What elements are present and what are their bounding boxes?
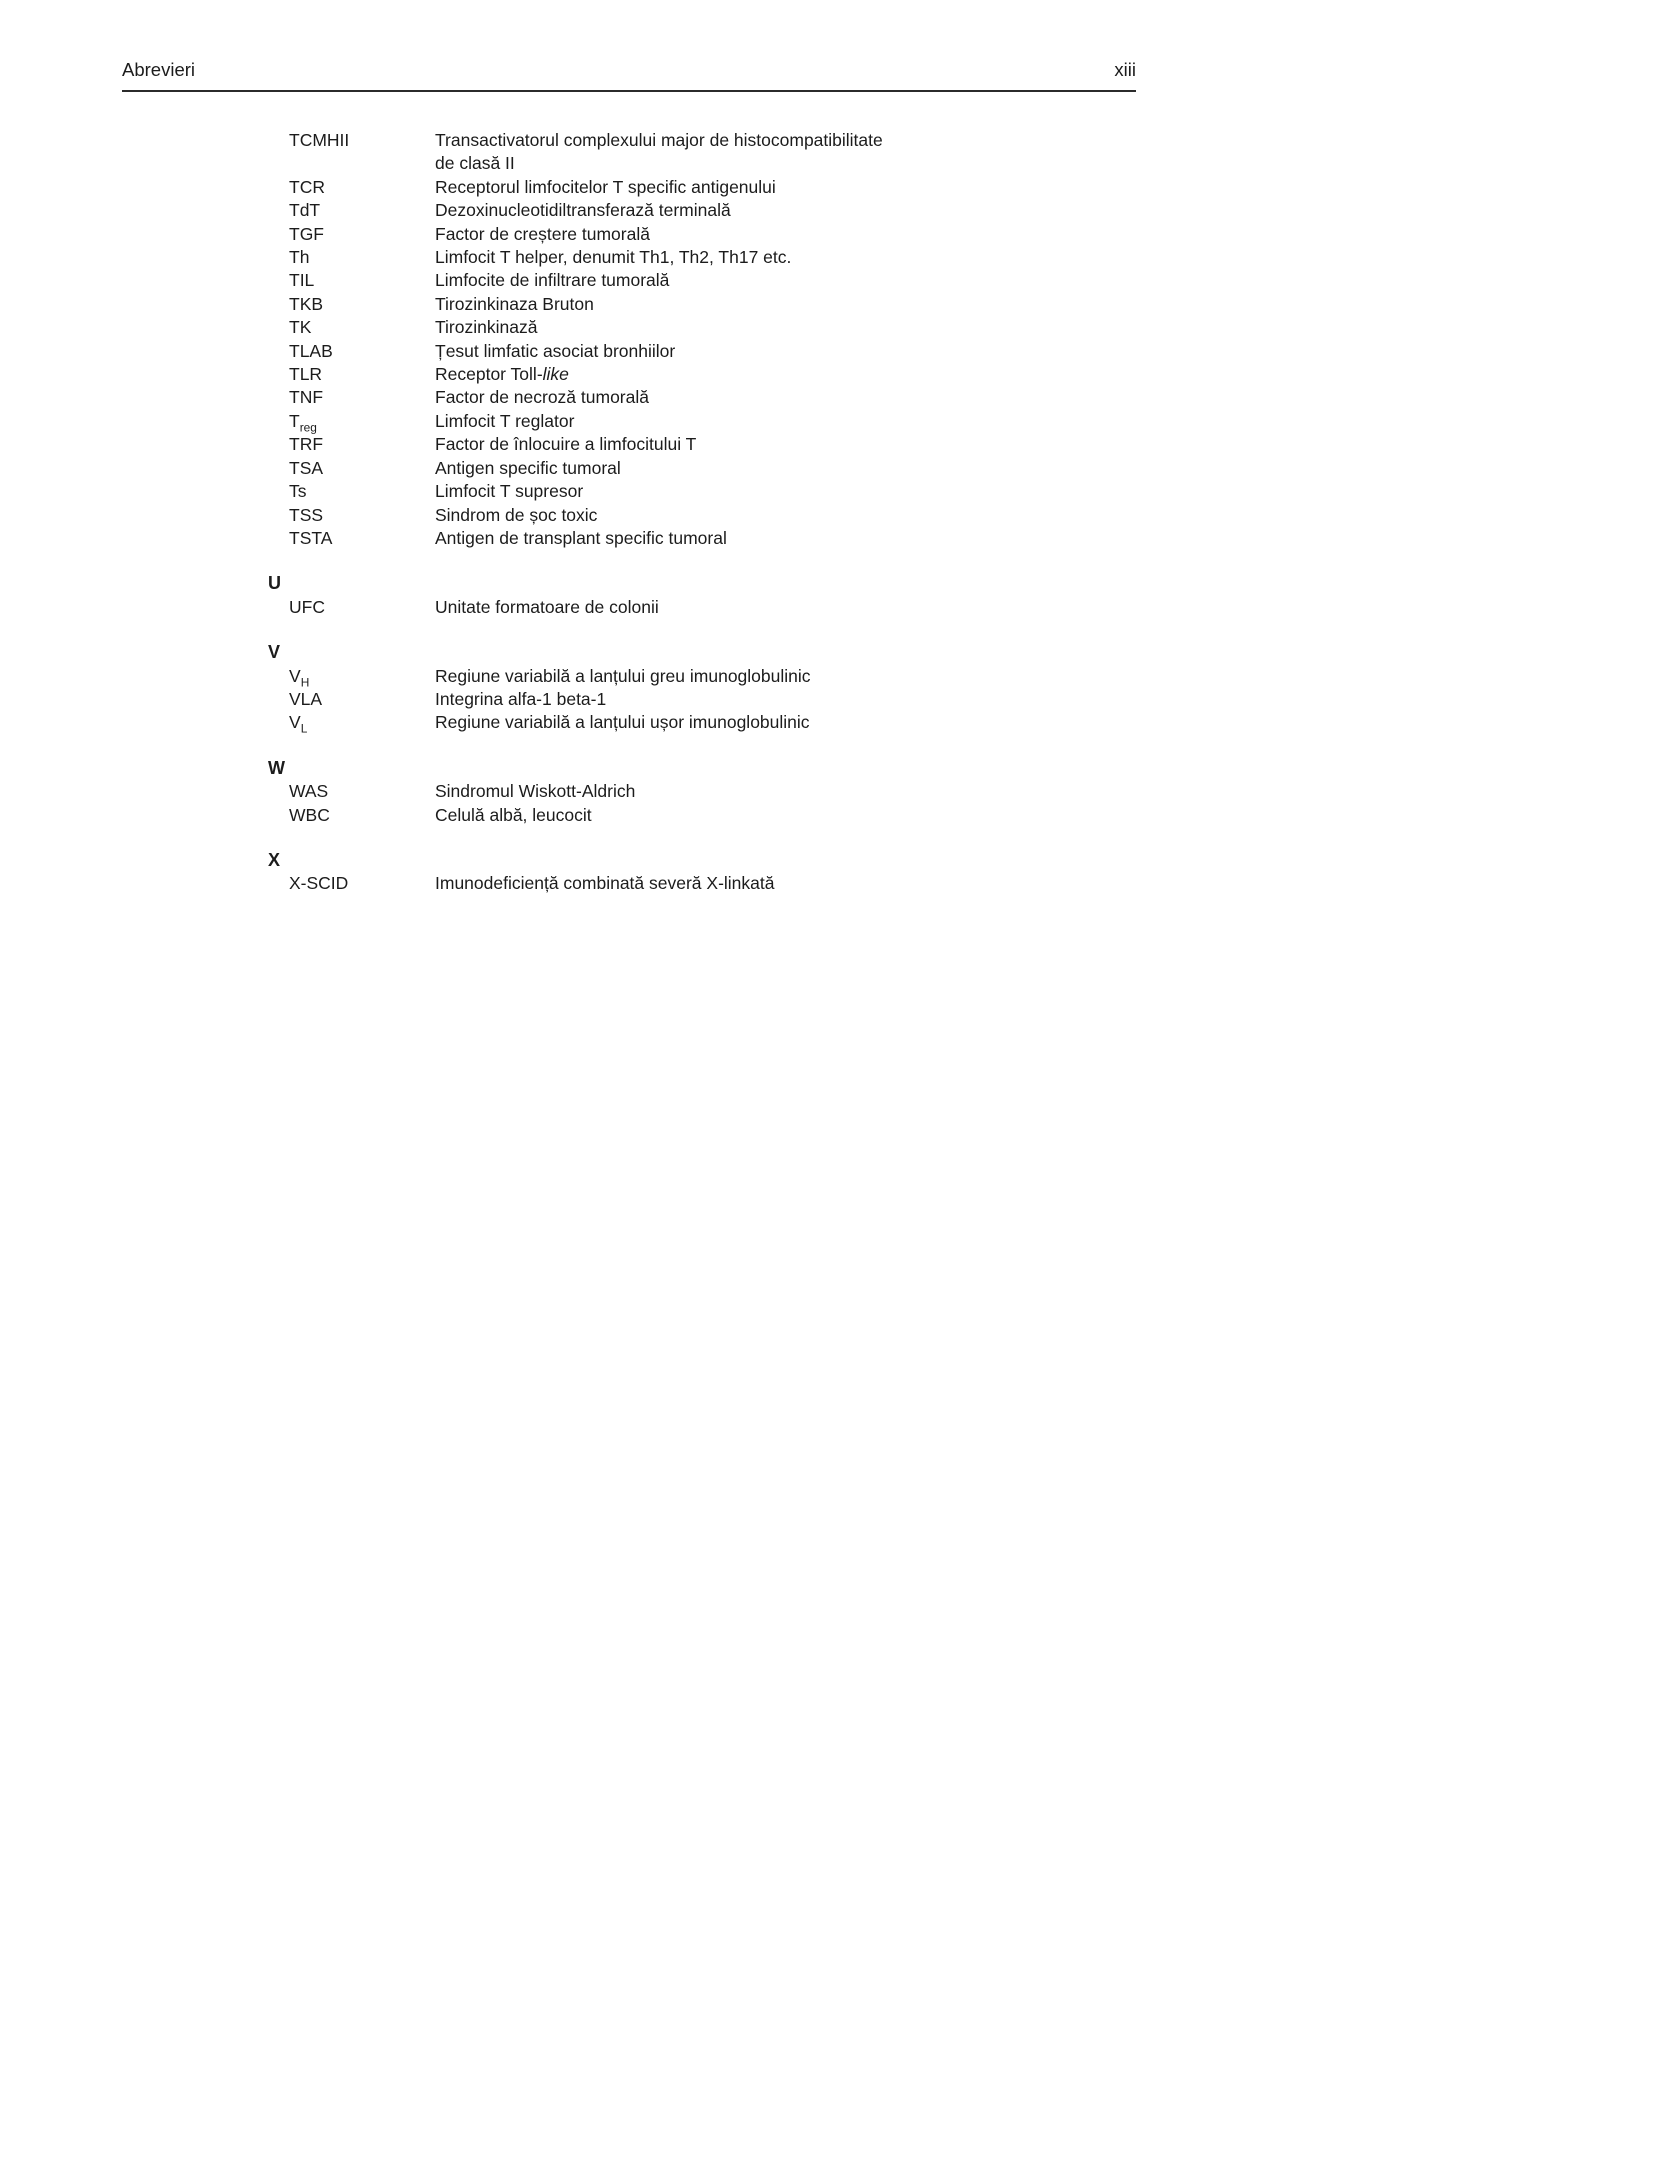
- abbreviation-definition: Integrina alfa-1 beta-1: [435, 688, 607, 709]
- abbreviation-definition: Factor de înlocuire a limfocitului T: [435, 434, 697, 455]
- abbreviation-definition: Receptorul limfocitelor T specific antigenului: [435, 176, 776, 197]
- abbreviation-term: X-SCID: [289, 873, 349, 894]
- group-letter: U: [268, 573, 281, 594]
- abbreviation-entry: [289, 340, 1136, 363]
- abbreviation-definition: Transactivatorul complexului major de histocompatibilitate de clasă II: [435, 130, 883, 174]
- abbreviation-term: TKB: [289, 293, 324, 314]
- abbreviation-entry: [289, 293, 1136, 316]
- abbreviation-definition: Factor de creștere tumorală: [435, 223, 650, 244]
- abbreviation-definition: Antigen de transplant specific tumoral: [435, 527, 727, 548]
- abbreviation-term: TdT: [289, 200, 321, 221]
- abbreviation-definition: Unitate formatoare de colonii: [435, 596, 659, 617]
- abbreviation-term: WBC: [289, 804, 330, 825]
- abbreviation-term: TSA: [289, 457, 324, 478]
- abbreviation-definition: Limfocit T supresor: [435, 481, 584, 502]
- abbreviation-definition: Antigen specific tumoral: [435, 457, 621, 478]
- abbreviation-definition: Sindromul Wiskott-Aldrich: [435, 781, 636, 802]
- abbreviation-entry: [289, 410, 1136, 433]
- abbreviation-term: TLAB: [289, 340, 333, 361]
- abbreviation-entry: [289, 433, 1136, 456]
- abbreviation-term: TIL: [289, 270, 315, 291]
- abbreviation-term: TK: [289, 317, 312, 338]
- abbreviation-term: UFC: [289, 596, 325, 617]
- abbreviation-term: TCMHII: [289, 130, 350, 150]
- abbreviation-term: TLR: [289, 364, 323, 385]
- abbreviation-definition: Tirozinkinaza Bruton: [435, 293, 594, 314]
- abbreviation-term: TRF: [289, 434, 324, 455]
- abbreviation-entry: [289, 457, 1136, 480]
- abbreviation-term: $V_H$: [289, 665, 310, 690]
- running-head-title: Abrevieri: [122, 59, 195, 80]
- abbreviation-entry: [289, 504, 1136, 527]
- abbreviation-definition: Limfocit T reglator: [435, 410, 575, 431]
- abbreviation-entry: [289, 363, 1136, 386]
- abbreviation-term: WAS: [289, 781, 329, 802]
- group-letter: W: [268, 757, 285, 778]
- abbreviation-entry: [289, 386, 1136, 409]
- abbreviation-entry: [289, 711, 1136, 734]
- abbreviation-definition: Regiune variabilă a lanțului greu imunoglobulinic: [435, 665, 811, 686]
- abbreviation-term: $V_L$: [289, 712, 308, 736]
- page-content: [122, 58, 1136, 896]
- abbreviation-term: Th: [289, 247, 310, 268]
- abbreviation-definition: Regiune variabilă a lanțului ușor imunoglobulinic: [435, 712, 810, 733]
- abbreviation-entry: [289, 804, 1136, 827]
- abbreviation-list: [122, 129, 1136, 896]
- abbreviation-term: $T_{reg}$: [289, 410, 317, 435]
- abbreviation-entry: [289, 199, 1136, 222]
- abbreviation-entry: [289, 780, 1136, 803]
- abbreviation-definition: Țesut limfatic asociat bronhiilor: [435, 340, 676, 361]
- abbreviation-definition: Celulă albă, leucocit: [435, 804, 592, 825]
- abbreviation-definition: Limfocite de infiltrare tumorală: [435, 270, 670, 291]
- page-header: [122, 58, 1136, 92]
- abbreviation-term: Ts: [289, 481, 307, 502]
- abbreviation-definition: Sindrom de șoc toxic: [435, 504, 598, 525]
- abbreviation-entry: [289, 316, 1136, 339]
- abbreviation-entry: [289, 223, 1136, 246]
- abbreviation-term: TCR: [289, 176, 325, 197]
- abbreviation-entry: [289, 688, 1136, 711]
- abbreviation-entry: [289, 596, 1136, 619]
- abbreviation-entry: [289, 527, 1136, 550]
- group-letter: X: [268, 849, 281, 870]
- abbreviation-entry: [289, 665, 1136, 688]
- abbreviation-entry: [289, 176, 1136, 199]
- page-number: xiii: [1114, 59, 1136, 80]
- abbreviation-term: VLA: [289, 688, 323, 709]
- abbreviation-definition: Receptor Toll-like: [435, 364, 569, 385]
- abbreviation-definition: Dezoxinucleotidiltransferază terminală: [435, 200, 731, 221]
- abbreviation-entry: [289, 246, 1136, 269]
- abbreviation-entry: [289, 872, 1136, 895]
- abbreviation-term: TSTA: [289, 527, 333, 548]
- abbreviation-entry: [289, 129, 1136, 176]
- abbreviation-term: TGF: [289, 223, 324, 244]
- abbreviation-definition: Tirozinkinază: [435, 317, 538, 338]
- abbreviation-entry: [289, 269, 1136, 292]
- abbreviation-term: TNF: [289, 387, 324, 408]
- abbreviation-definition: Factor de necroză tumorală: [435, 387, 649, 408]
- abbreviation-definition: Imunodeficiență combinată severă X-linkată: [435, 873, 775, 894]
- abbreviation-definition: Limfocit T helper, denumit Th1, Th2, Th17 etc.: [435, 247, 792, 268]
- group-letter: V: [268, 642, 281, 663]
- abbreviation-entry: [289, 480, 1136, 503]
- abbreviation-term: TSS: [289, 504, 324, 525]
